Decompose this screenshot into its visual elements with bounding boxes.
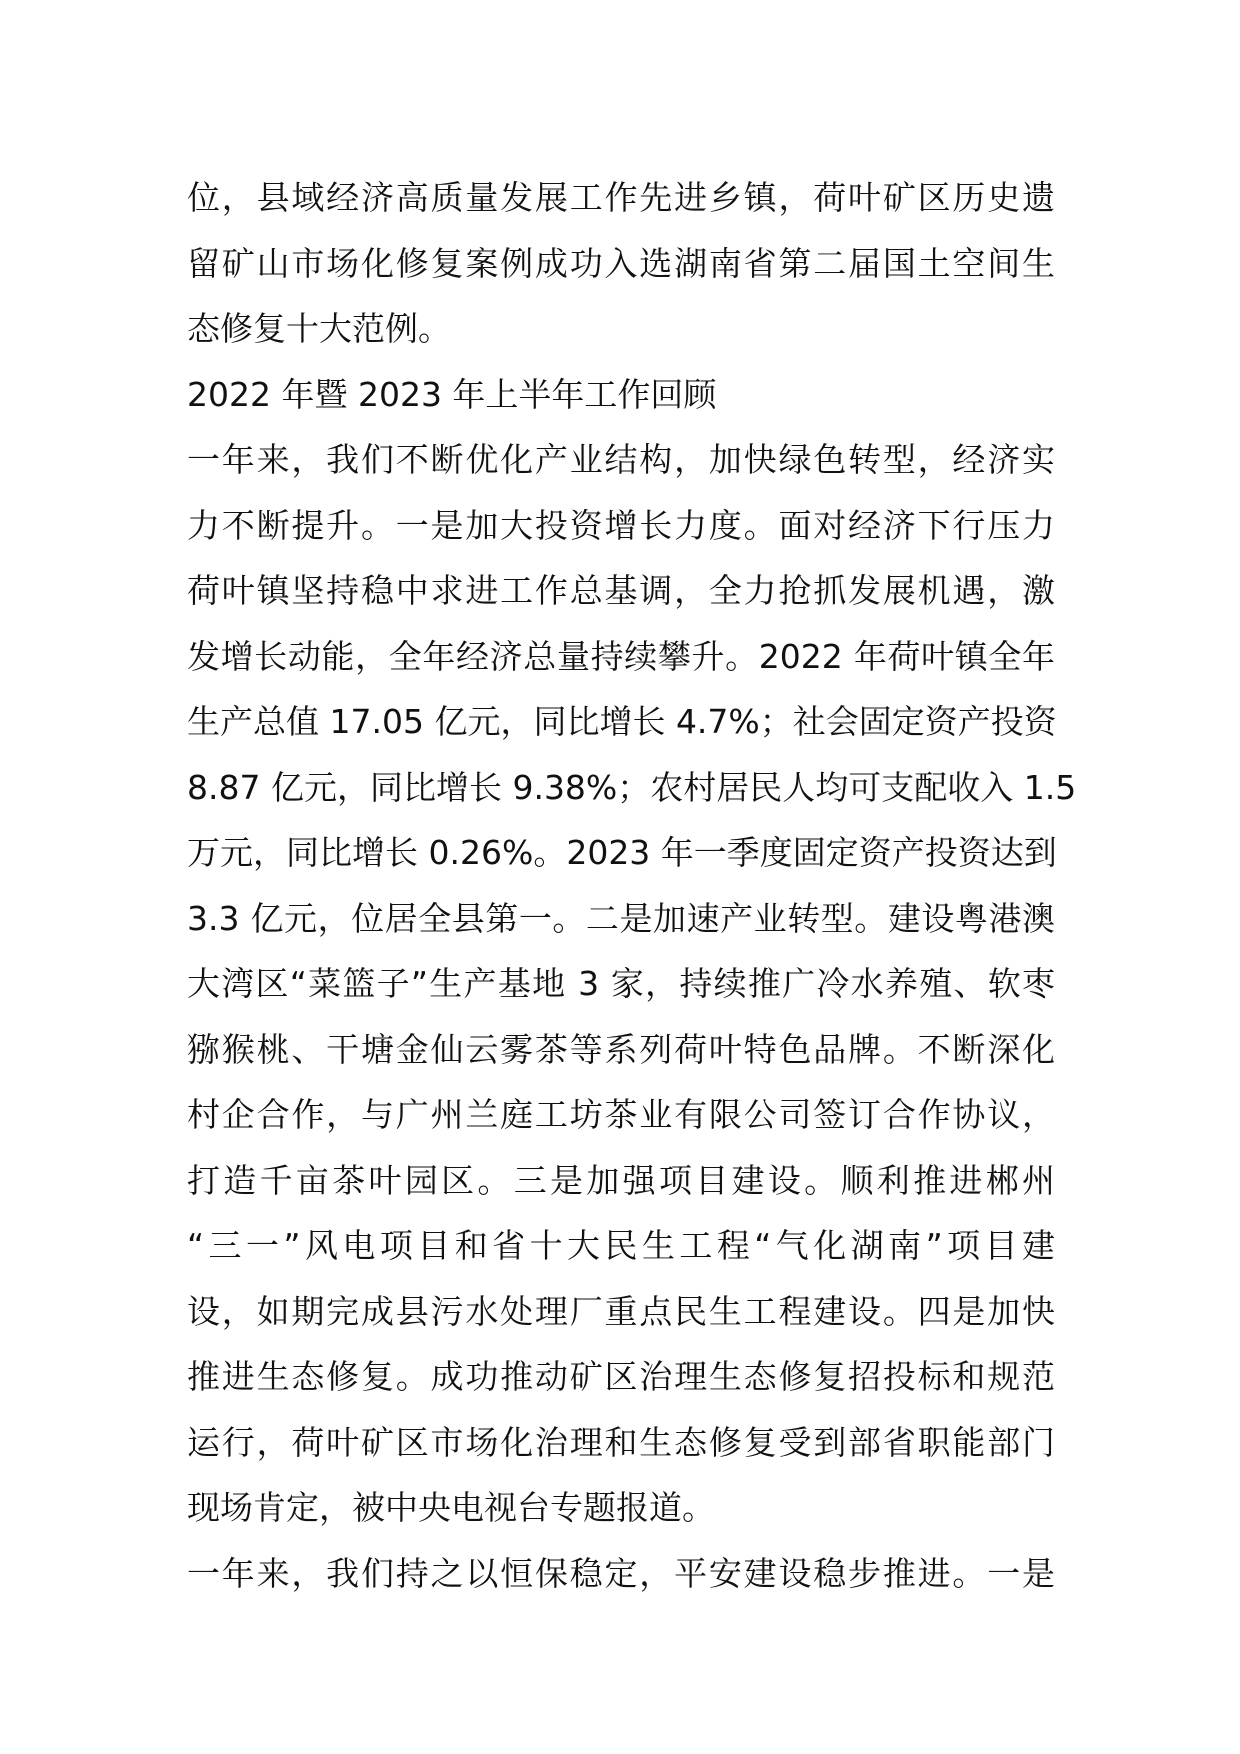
text-line: 态修复十大范例。 — [187, 309, 451, 348]
text-line: 3.3 亿元，位居全县第一。二是加速产业转型。建设粤港澳 — [187, 898, 1055, 938]
text-line: 打造千亩茶叶园区。三是加强项目建设。顺利推进郴州 — [187, 1160, 1055, 1200]
text-line: 设，如期完成县污水处理厂重点民生工程建设。四是加快 — [187, 1291, 1055, 1331]
text-line: 推进生态修复。成功推动矿区治理生态修复招投标和规范 — [187, 1357, 1055, 1396]
text-line: 万元，同比增长 0.26%。2023 年一季度固定资产投资达到 — [187, 833, 1057, 872]
document-body — [187, 165, 1077, 1606]
text-line: 2022 年暨 2023 年上半年工作回顾 — [187, 374, 717, 414]
text-line: 一年来，我们不断优化产业结构，加快绿色转型，经济实 — [187, 440, 1055, 479]
text-line: 猕猴桃、干塘金仙云雾茶等系列荷叶特色品牌。不断深化 — [187, 1029, 1055, 1069]
text-line: 留矿山市场化修复案例成功入选湖南省第二届国土空间生 — [187, 243, 1055, 283]
text-line: 力不断提升。一是加大投资增长力度。面对经济下行压力 — [187, 505, 1055, 545]
text-line: 发增长动能，全年经济总量持续攀升。2022 年荷叶镇全年 — [187, 636, 1055, 676]
text-line: 荷叶镇坚持稳中求进工作总基调，全力抢抓发展机遇，激 — [187, 571, 1055, 610]
text-line: 现场肯定，被中央电视台专题报道。 — [187, 1488, 715, 1527]
text-line: “三一”风电项目和省十大民生工程“气化湖南”项目建 — [187, 1226, 1055, 1265]
text-line: 位，县域经济高质量发展工作先进乡镇，荷叶矿区历史遗 — [187, 178, 1055, 217]
text-line: 运行，荷叶矿区市场化治理和生态修复受到部省职能部门 — [187, 1422, 1055, 1462]
text-line: 大湾区“菜篮子”生产基地 3 家，持续推广冷水养殖、软枣 — [187, 964, 1055, 1003]
text-line: 8.87 亿元，同比增长 9.38%；农村居民人均可支配收入 1.5 — [187, 767, 1077, 807]
text-line: 生产总值 17.05 亿元，同比增长 4.7%；社会固定资产投资 — [187, 702, 1057, 741]
text-line: 一年来，我们持之以恒保稳定，平安建设稳步推进。一是 — [187, 1553, 1055, 1593]
text-line: 村企合作，与广州兰庭工坊茶业有限公司签订合作协议， — [187, 1095, 1055, 1134]
